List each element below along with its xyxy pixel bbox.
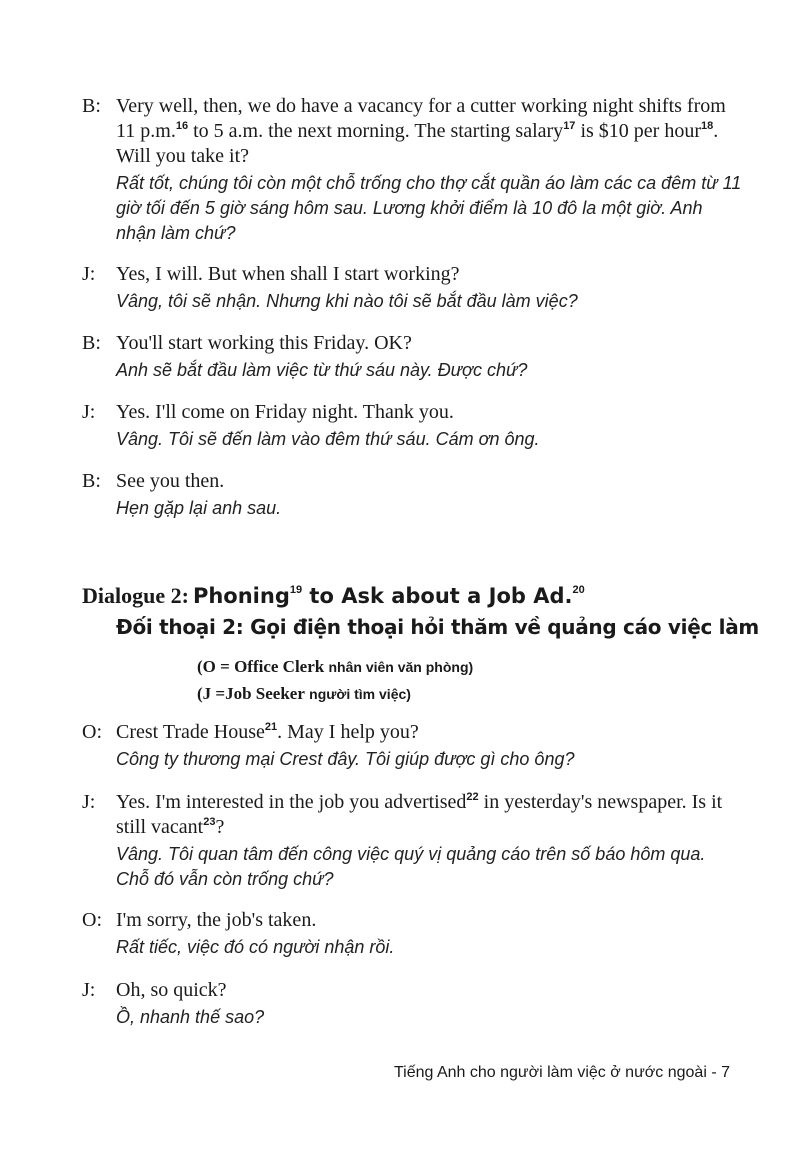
vietnamese-translation: Vâng, tôi sẽ nhận. Nhưng khi nào tôi sẽ bắt đầu làm việc? [116,291,578,311]
english-line: I'm sorry, the job's taken. [116,909,317,931]
dialogue-turn [82,790,742,892]
english-line: Crest Trade House$^{21}$. May I help you? [116,721,419,743]
dialogue-turn [82,469,742,521]
vietnamese-translation: Ồ, nhanh thế sao? [116,1007,265,1027]
footnote-ref: 22 [466,791,479,803]
vietnamese-translation: Vâng. Tôi quan tâm đến công việc quý vị quảng cáo trên số báo hôm qua. Chỗ đó vẫn còn trống chứ? [116,844,706,889]
dialogue-turn [82,978,742,1030]
footnote-ref: 18 [700,120,714,132]
footnote-ref: 23 [203,816,216,828]
dialogue-turn [82,720,742,772]
speaker-label: B: [82,95,101,117]
english-line: See you then. [116,470,225,492]
dialogue-subtitle: Đối thoại 2: Gọi điện thoại hỏi thăm về quảng cáo việc làm [116,615,759,639]
vietnamese-translation: Vâng. Tôi sẽ đến làm vào đêm thứ sáu. Cám ơn ông. [116,429,540,449]
speaker-label: B: [82,332,101,354]
footnote-ref: 20 [572,584,585,596]
english-line: Yes. I'll come on Friday night. Thank you. [116,401,454,423]
english-line: Very well, then, we do have a vacancy for a cutter working night shifts from 11 p.m.$^{16}$ to 5 a.m. the next morning. The starting salary$^{17}$ is $10 per hour$^{18}$. Will you take it? [116,95,726,167]
speaker-legend: (O = Office Clerk nhân viên văn phòng) [197,657,474,676]
vietnamese-translation: Rất tốt, chúng tôi còn một chỗ trống cho thợ cắt quần áo làm các ca đêm từ 11 giờ tối đến 5 giờ sáng hôm sau. Lương khởi điểm là 10 đô la một giờ. Anh nhận làm chứ? [116,173,742,243]
footnote-ref: 19 [289,584,303,596]
english-line: Yes. I'm interested in the job you advertised$^{22}$ in yesterday's newspaper. Is it still vacant$^{23}$? [116,791,723,838]
speaker-label: J: [82,263,96,285]
vietnamese-translation: Hẹn gặp lại anh sau. [116,498,282,518]
english-line: You'll start working this Friday. OK? [116,332,412,354]
footnote-ref: 16 [175,120,189,132]
english-line: Yes, I will. But when shall I start working? [116,263,460,285]
speaker-label: J: [82,979,96,1001]
footnote-ref: 21 [264,721,278,733]
dialogue-turn [82,908,742,960]
english-line: Oh, so quick? [116,979,227,1001]
dialogue-turn [82,262,742,314]
page-footer: Tiếng Anh cho người làm việc ở nước ngoài - 7 [393,1064,730,1081]
dialogue-turn [82,94,742,246]
vietnamese-translation: Anh sẽ bắt đầu làm việc từ thứ sáu này. Được chứ? [116,360,528,380]
vietnamese-translation: Rất tiếc, việc đó có người nhận rồi. [116,937,395,957]
speaker-legend: (J =Job Seeker người tìm việc) [197,684,411,703]
vietnamese-translation: Công ty thương mại Crest đây. Tôi giúp được gì cho ông? [116,749,575,769]
speaker-label: J: [82,401,96,423]
speaker-label: O: [82,909,102,931]
speaker-label: B: [82,470,101,492]
speaker-label: O: [82,721,102,743]
speaker-label: J: [82,791,96,813]
dialogue-turn [82,400,742,452]
dialogue-turn [82,331,742,383]
footnote-ref: 17 [563,120,576,132]
dialogue-title: Dialogue 2: Phoning$^{19}$ to Ask about a Job Ad.$^{20}$ [82,583,585,608]
